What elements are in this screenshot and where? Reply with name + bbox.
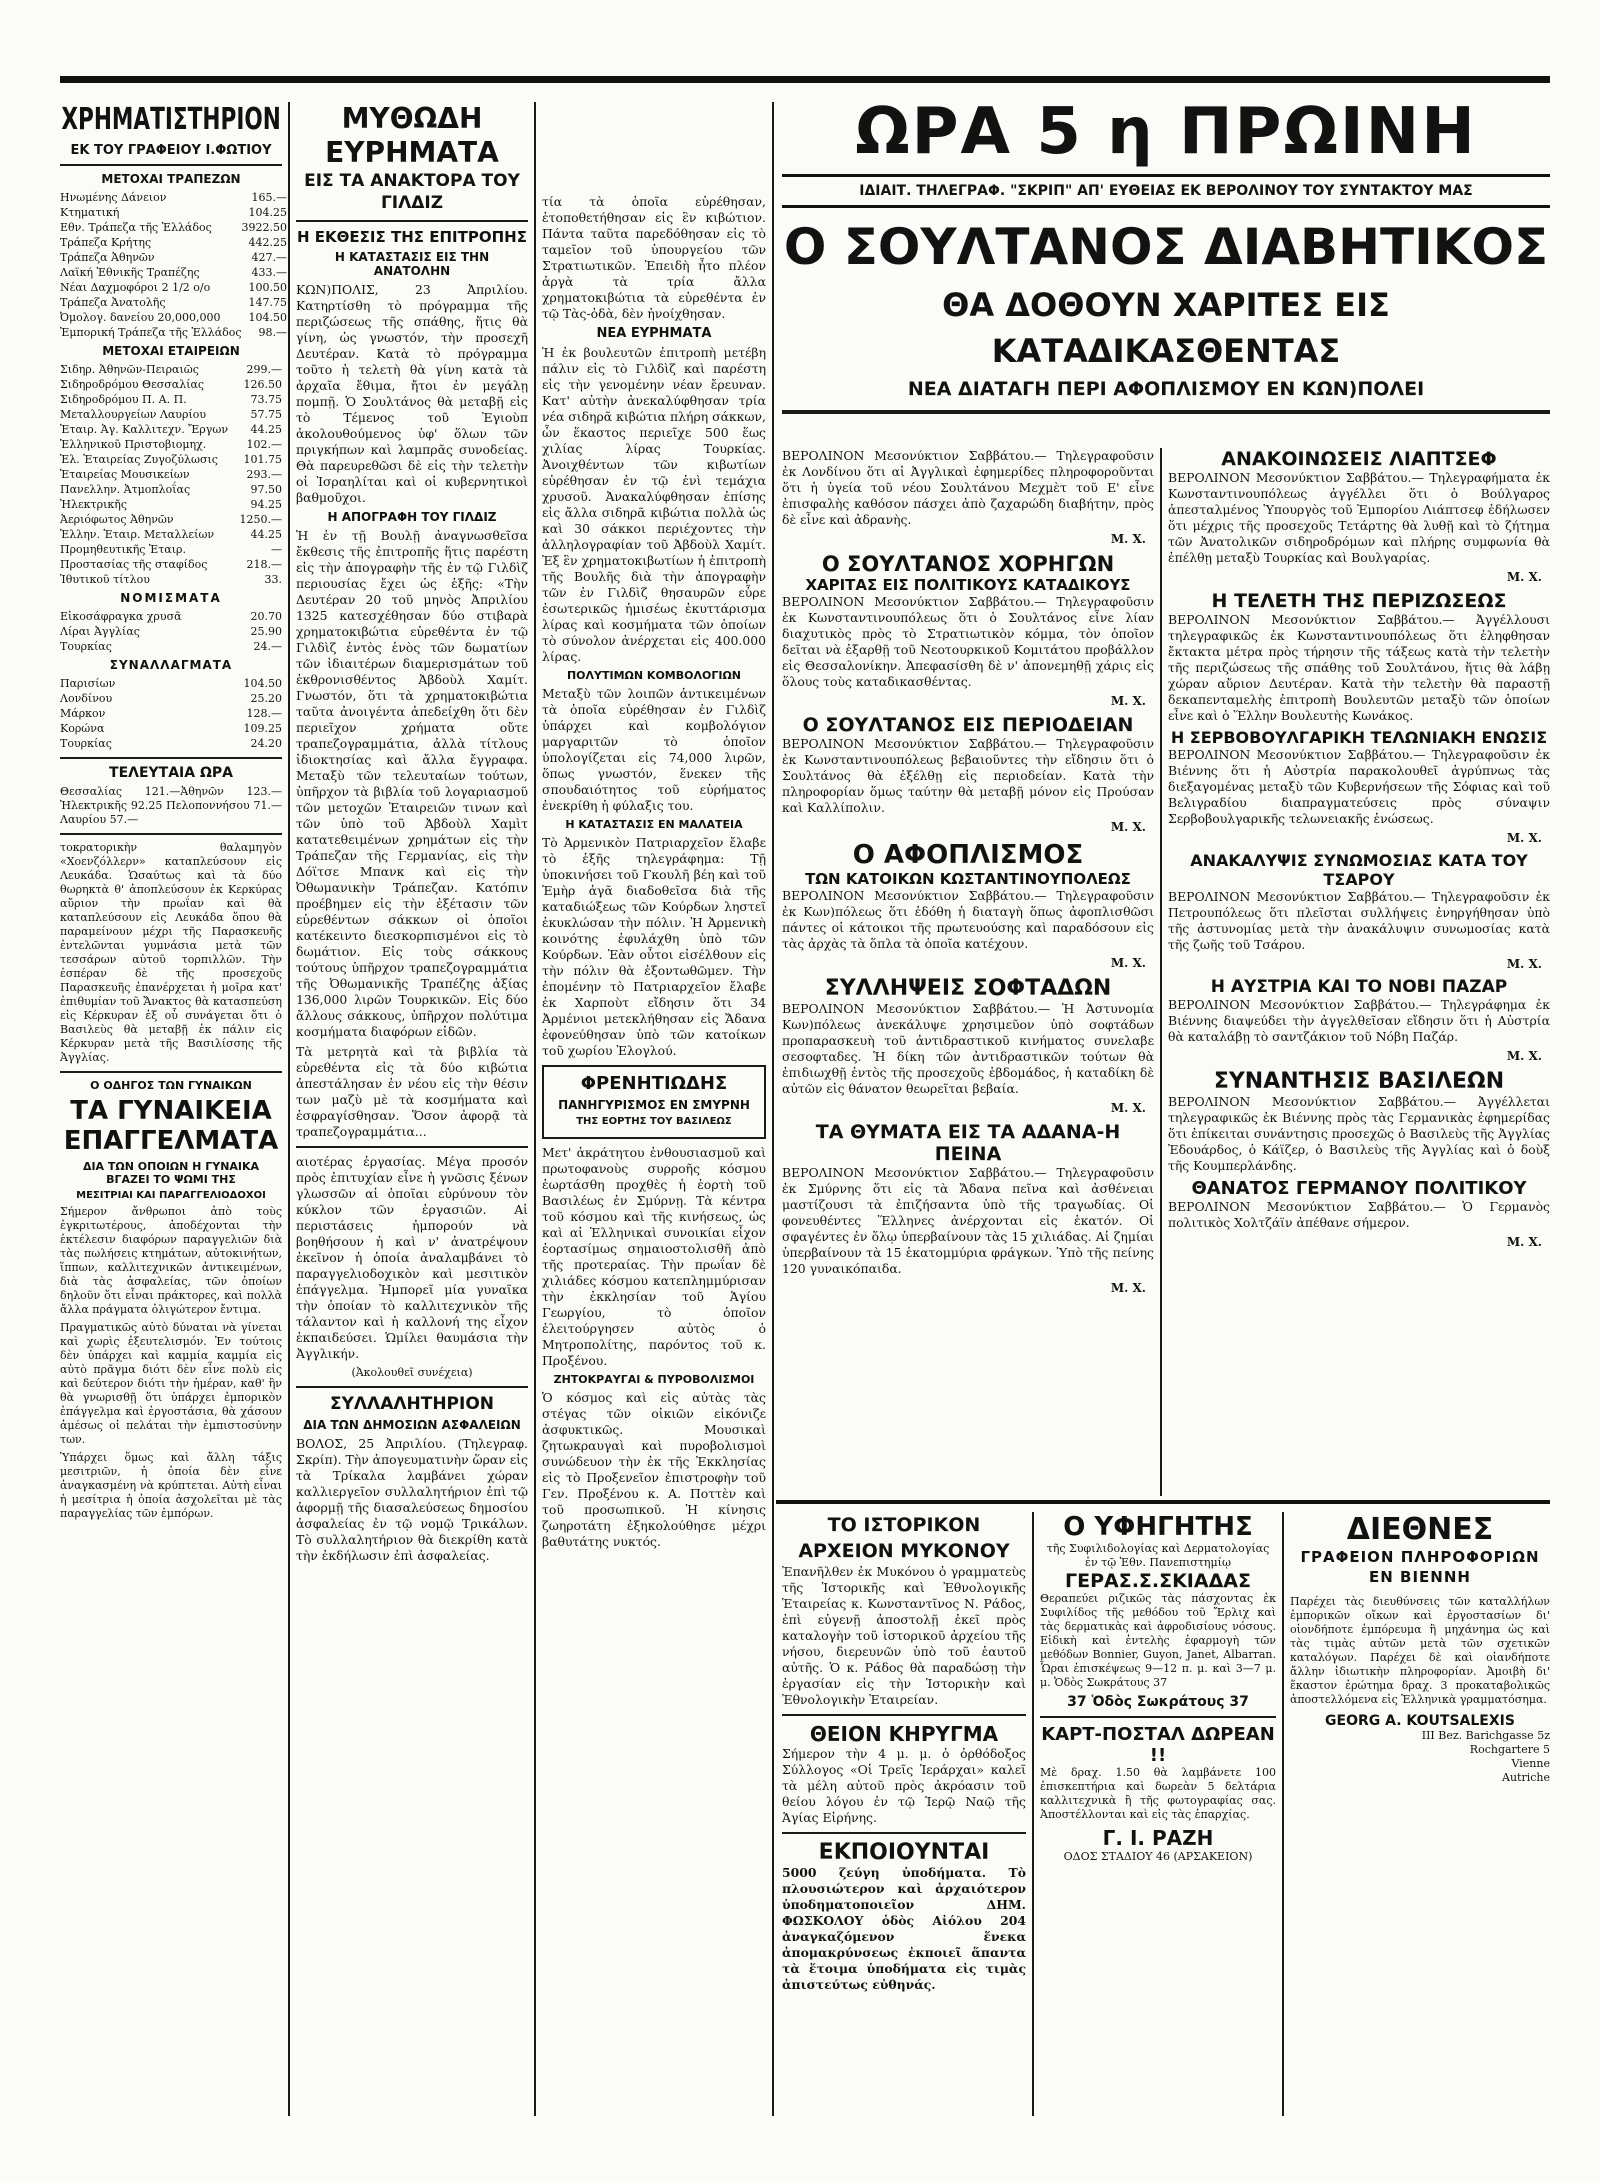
conspiracy-text: ΒΕΡΟΛΙΝΟΝ Μεσονύκτιον Σαββάτου.— Τηλεγραφοῦσιν ἐκ Πετρουπόλεως ὅτι πλεῖσται συλλήψεις ἐνηργήθησαν ὑπὸ τῆς ἀστυνομίας μετὰ τὴν ἀνακάλυψιν συνωμοσίας κατὰ τῆς ζωῆς τοῦ Τσάρου. [1168,889,1550,952]
bank-row-value: 3922.50 [241,221,288,234]
company-row [60,437,282,452]
bank-row [60,190,287,205]
bank-row-value: 100.50 [248,281,288,294]
column-yildiz [296,102,528,2116]
company-row-value: 299.— [246,363,282,376]
latest-news-header [782,94,1550,420]
postcard-text: Μὲ δραχ. 1.50 θὰ λαμβάνετε 100 ἐπισκεπτήρια καὶ δωρεὰν 5 δελτάρια καλλιτεχνικὰ ἢ τῆς φωτογραφίας σας. Ἀποστέλλονται καὶ εἰς τὰς ἐπαρχίας. [1040,1766,1276,1821]
findings-text-3: Μεταξὺ τῶν λοιπῶν ἀντικειμένων τὰ ὁποῖα εὑρέθησαν ἐν Γιλδὶζ ὑπάρχει καὶ κομβολόγιον μαργαριτῶν τὸ ὁποῖον ὑπολογίζεται εἰς 74,000 λιρῶν, ὅπως γνωστόν, ἕνεκεν τῆς σπουδαιότητος τοῦ εὑρήματος ἐνεκρίθη ἡ φύλαξις του. [542,686,766,813]
masthead-exchange: ΧΡΗΜΑΤΙΣΤΗΡΙΟΝ [61,102,281,137]
postcard-title: ΚΑΡΤ-ΠΟΣΤΑΛ ΔΩΡΕΑΝ !! [1041,1724,1275,1766]
smyrna-title: ΦΡΕΝΗΤΙΩΔΗΣ [580,1073,728,1094]
exchange-row-label: Μάρκον [60,707,106,720]
ceremony-text: ΒΕΡΟΛΙΝΟΝ Μεσονύκτιον Σαββάτου.— Ἀγγέλλουσι τηλεγραφικῶς ἐκ Κωνσταντινουπόλεως ὅτι ἐληφθησαν ἔκτακτα μέτρα πρὸς τήρησιν τῆς τάξεως κατὰ τὴν τελετὴν τῆς περιζώσεως τῆς σπάθης τοῦ Σουλτάνου, ἥτις θὰ λάβῃ χώραν αὔριον Δευτέραν. Κατὰ τὴν τελετὴν θὰ παραστῇ δεκαπενταμελὴς ἐπιτροπὴ Βουλευτῶν μεταξὺ τῶν ὁποίων εἶνε καὶ ὁ Ἕλλην Βουλευτὴς Κωνάκος. [1168,612,1550,723]
column-berlin-2 [1168,448,1550,1496]
company-row [60,542,282,557]
coin-row-value: 25.90 [250,625,282,638]
sermon-text: Σήμερον τὴν 4 μ. μ. ὁ ὀρθόδοξος Σύλλογος «Οἱ Τρεῖς Ἱεράρχαι» καλεῖ τὰ μέλη αὐτοῦ πρὸς ἀκρόασιν τοῦ θείου λόγου ἐν τῷ Ἱερῷ Ναῷ τῆς Ἁγίας Εἰρήνης. [782,1746,1026,1825]
rally-text: ΒΟΛΟΣ, 25 Ἀπριλίου. (Τηλεγραφ. Σκρίπ). Τὴν ἀπογευματινὴν ὥραν εἰς τὰ Τρίκαλα λαμβάνει χώραν καλλιεργεῖον συλλαλητήριον ἐπὶ τῷ ἀφορμῇ τῆς διασαλεύσεως δημοσίου ἀσφαλείας ἐν τῷ νομῷ Τρικάλων. Τὸ συλλαλητήριον θὰ διεκρίθη κατὰ τὴν ἐκδήλωσιν ἐπὶ ἀσφαλείας. [296,1436,528,1563]
bank-row-label: Τράπεζα Κρήτης [60,236,152,249]
company-row-value: 33. [264,573,282,586]
bank-row-label: Νέαι Δαχμοφόροι 2 1/2 ο/ο [60,281,211,294]
smyrna-box [542,1065,766,1139]
sale-title: ΕΚΠΟΙΟΥΝΤΑΙ [818,1840,990,1865]
coin-row [60,624,282,639]
lecturer-text: Θεραπεύει ριζικῶς τὰς πάσχοντας ἐκ Συφιλίδος τῆς μεθόδου τοῦ Ἔρλιχ καὶ τὰς δερματικὰς καὶ ἀφροδισίους νόσους. Εἰδικὴ καὶ ἐντελὴς ἐφαρμογὴ τῶν μεθόδων Bonnier, Guyon, Janet, Albarran. Ὧραι ἐπισκέψεως 9—12 π. μ. καὶ 3—7 μ. μ. Ὁδὸς Σωκράτους 37 [1040,1592,1276,1689]
newspaper-page [60,76,1550,2116]
exchange-row-value: 128.— [246,707,282,720]
inventory-title: Η ΑΠΟΓΡΑΦΗ ΤΟΥ ΓΙΛΔΙΖ [327,510,497,524]
malatya-title: Η ΚΑΤΑΣΤΑΣΙΣ ΕΝ ΜΑΛΑΤΕΙΑ [565,818,743,831]
company-row-value: 101.75 [243,453,282,466]
company-row [60,482,282,497]
guide-title: ΤΑ ΓΥΝΑΙΚΕΙΑ ΕΠΑΓΓΕΛΜΑΤΑ [63,1096,279,1156]
company-row-label: Σιδηρ. Ἀθηνῶν-Πειραιῶς [60,363,199,376]
company-row-value: 97.50 [250,483,282,496]
column-exchange [60,102,288,2116]
mykonos-text: Ἐπανῆλθεν ἐκ Μυκόνου ὁ γραμματεὺς τῆς Ἱστορικῆς καὶ Ἐθνολογικῆς Ἑταιρείας κ. Κωνσταντῖνος Ν. Ράδος, ἐπὶ εὐγενῇ ἀποστολῇ ἐκεῖ πρὸς καταλογὴν τοῦ ἱστορικοῦ ἀρχείου τῆς νήσου, διερευνῶν ὑπὸ τοῦ ἑαυτοῦ αὐτῆς. Ὁ κ. Ράδος θὰ παραδώσῃ τὴν ἐργασίαν εἰς τὴν Ἱστορικὴν καὶ Ἐθνολογικὴν Ἑταιρείαν. [782,1564,1026,1707]
exchange-row-label: Λονδίνου [60,692,113,705]
company-row-label: Ἑλ. Ἑταιρείας Ζυγοζύλωσις [60,453,218,466]
findings-text-2: Ἡ ἐκ βουλευτῶν ἐπιτροπὴ μετέβη πάλιν εἰς τὸ Γιλδὶζ καὶ παρέστη εἰς τὴν γενομένην νέαν ἔρευναν. Κατ' αὐτὴν ἀνεκαλύφθησαν τρία νέα σιδηρᾶ κιβώτια πλήρη σάκκων, ὧν ἕκαστος περιεῖχε 500 ἕως χιλίας λίρας Τουρκίας. Ἀνοιχθέντων τῶν κιβωτίων εὑρέθησαν ἐν τῷ ἑνὶ τεμάχια χρυσοῦ. Ἀνακαλύφθησαν ἐπίσης εἰς ἄλλα σιδηρᾶ κιβώτια πολλὰ ὡς καὶ 30 σάκκοι περιέχοντες τὴν ἀλληλογραφίαν τοῦ Ἀβδοὺλ Χαμίτ. Ἐξ ἓν χρηματοκιβωτίων ἡ ἐπιτροπὴ τῆς Βουλῆς διὰ τὴν ἀπογραφὴν τῶν ἐν Γιλδὶζ θησαυρῶν εὗρε ἐσωτερικῶς ἡμισέως ἐκυττάρισμα λίρας καὶ κοσμήματα τῶν ὁποίων τὸ σύνολον ἀνέρχεται εἰς 400.000 λίρας. [542,345,766,664]
coins-title: ΝΟΜΙΣΜΑΤΑ [120,591,222,605]
office-line: ΕΚ ΤΟΥ ΓΡΑΦΕΙΟΥ Ι.ΦΩΤΙΟΥ [70,143,272,158]
bank-row-value: 98.— [258,326,288,339]
intl-signature: GEORG A. KOUTSALEXIS [1325,1713,1515,1729]
findings-text-1: τία τὰ ὁποῖα εὑρέθησαν, ἐτοποθετήθησαν εἰς ἓν κιβώτιον. Πάντα ταῦτα παρεδόθησαν εἰς τὸ ταμεῖον τοῦ ὑπουργείου τῶν Στρατιωτικῶν. Ἐπειδὴ ἦτο πλέον ἀργὰ τὰ τρία ἄλλα χρηματοκιβώτια τὰ εὑρεθέντα ἐν τῷ Τὰς-ὀδὰ, δὲν ἠνοίχθησαν. [542,194,766,321]
bank-row [60,265,287,280]
company-row-value: 1250.— [239,513,282,526]
tour-text: ΒΕΡΟΛΙΝΟΝ Μεσονύκτιον Σαββάτου.— Τηλεγραφοῦσιν ἐκ Κωνσταντινουπόλεως βεβαιοῦντες τὴν εἴδησιν ὅτι ὁ Σουλτάνος θὰ ἐξέλθῃ εἰς περιοδείαν. Κατὰ τὴν πληροφορίαν ὅμως ταύτην θὰ μεταβῇ μόνον εἰς Προύσαν καὶ Καλλίπολιν. [782,736,1154,815]
headline-sultan: Ο ΣΟΥΛΤΑΝΟΣ ΔΙΑΒΗΤΙΚΟΣ [783,218,1549,276]
banks-table [60,190,287,340]
bank-row [60,295,287,310]
signature: Μ. Χ. [1110,820,1146,834]
headline-east: Η ΚΑΤΑΣΤΑΣΙΣ ΕΙΣ ΤΗΝ ΑΝΑΤΟΛΗΝ [334,250,490,278]
liaptsef-text: ΒΕΡΟΛΙΝΟΝ Μεσονύκτιον Σαββάτου.— Τηλεγραφήματα ἐκ Κωνσταντινουπόλεως ἀγγέλλει ὅτι ὁ Βούλγαρος ἀπεσταλμένος Ὑπουργὸς τοῦ Ἐμπορίου Λιάπτσεφ ἐδήλωσεν ὅτι μέχρις τῆς προσεχοῦς Τετάρτης θὰ λυθῇ καὶ τὸ ζήτημα τῶν Ἀνατολικῶν σιδηροδρόμων καὶ πλήρης συμφωνία θὰ ἐπέλθῃ μεταξὺ Τουρκίας καὶ Βουλγαρίας. [1168,470,1550,565]
bank-row [60,205,287,220]
exchange-row [60,736,282,751]
column-findings-cont [542,102,766,2116]
intl-text: Παρέχει τὰς διευθύνσεις τῶν καταλλήλων ἐμπορικῶν οἴκων καὶ ἐργοστασίων δι' οἱονδήποτε ἐμπόρευμα ἢ μηχάνημα ὡς καὶ τὰς τιμὰς αὐτῶν μετὰ τῶν σχετικῶν καταλόγων. Παρέχει δὲ καὶ οἱανδήποτε ἄλλην ἰδιωτικὴν πληροφορίαν. Ἀμοιβὴ δι' ἕκαστον ἐρώτημα δραχ. 3 προκαταβολικῶς ἀποστελλόμενα εἰς Ἑλληνικὰ γραμματόσημα. [1290,1595,1550,1706]
exchange-row-label: Τουρκίας [60,737,112,750]
company-row-label: Ἑλληνικοῦ Πριστοβιομηχ. [60,438,207,451]
signature: Μ. Χ. [1110,532,1146,546]
signature: Μ. Χ. [1506,831,1542,845]
lecturer-address: 37 Ὁδὸς Σωκράτους 37 [1067,1694,1249,1710]
exchange-row-label: Παρισίων [60,677,116,690]
company-row [60,392,282,407]
companies-title: ΜΕΤΟΧΑΙ ΕΤΑΙΡΕΙΩΝ [102,344,240,358]
liaptsef-title: ΑΝΑΚΟΙΝΩΣΕΙΣ ΛΙΑΠΤΣΕΦ [1221,448,1497,470]
bank-row [60,250,287,265]
bank-row-label: Λαϊκή Ἐθνικῆς Τραπέζης [60,266,200,279]
signature: Μ. Χ. [1506,1049,1542,1063]
bank-row-label: Ὀμολογ. δανείου 20,000,000 [60,311,221,324]
coin-row [60,639,282,654]
headline-disarm: ΝΕΑ ΔΙΑΤΑΓΗ ΠΕΡΙ ΑΦΟΠΛΙΣΜΟΥ ΕΝ ΚΩΝ)ΠΟΛΕΙ [907,378,1425,400]
coin-row-label: Τουρκίας [60,640,112,653]
signature: Μ. Χ. [1110,956,1146,970]
intl-title: ΔΙΕΘΝΕΣ [1346,1512,1494,1547]
postcard-shop: Γ. Ι. ΡΑΖΗ [1102,1826,1214,1850]
guide-subtitle-2: ΜΕΣΙΤΡΙΑΙ ΚΑΙ ΠΑΡΑΓΓΕΛΙΟΔΟΧΟΙ [76,1190,266,1201]
guide-paragraph-2: Πραγματικῶς αὐτὸ δύναται νὰ γίνεται καὶ χωρὶς ἐξευτελισμόν. Ἐν τούτοις δὲν ὑπάρχει καὶ καμμία καμμία εἰς αὐτὸ πρᾶγμα διότι δὲν εἶνε πολὺ εἰς καὶ δεύτερον διότι τὴν ἡμέραν, καθ' ἣν θὰ γνωρισθῇ ὅτι ὑπάρχει ἐμπορικὸν ἐπάγγελμα καὶ ἐργοστάσια, θὰ χάσουν ἀμέσως οἱ πελάται τὴν ἐμπιστοσύνην των. [60,1321,282,1446]
bank-row-value: 427.— [251,251,288,264]
bank-row-label: Ἐμπορική Τράπεζα τῆς Ἑλλάδος [60,326,242,339]
yildiz-text-2: Ἡ ἐν τῇ Βουλῇ ἀναγνωσθεῖσα ἔκθεσις τῆς ἐπιτροπῆς ἥτις παρέστη εἰς τὴν ἀπογραφὴν τῆς ἐν τῷ Γιλδὶζ περιουσίας ἔχει ὡς ἑξῆς: «Τὴν Δευτέραν 20 τοῦ μηνὸς Ἀπριλίου 1325 κατεσχέθησαν δύο στιβαρὰ χρηματοκιβώτια εὑρεθέντα ἐν τῷ Γιλδὶζ ἐντὸς ἑνὸς τῶν δωματίων τῶν ἰδιαιτέρων διαμερισμάτων τοῦ ἐκθρονισθέντος Ἀβδοὺλ Χαμίτ. Γνωστόν, ὅτι τὰ χρηματοκιβώτια ταῦτα ἀνοιγέντα ἀπεδείχθη ὅτι δὲν περιεῖχον χρήματα οὔτε τραπεζογραμμάτια, ἀλλὰ τίτλους ἰδιοκτησίας καὶ ἄλλα ἔγγραφα. Μεταξὺ τῶν τελευταίων τούτων, ὑπῆρχον τὰ βιβλία τοῦ λογαριασμοῦ τῶν μετοχῶν Ἑταιρειῶν τινων καὶ τῶν ὑπὸ τοῦ Ἀβδοὺλ Χαμὶτ κατατεθειμένων χρημάτων εἰς τὴν Τράπεζαν τῆς Γερμανίας, εἰς τὴν Δόϊτσε Μπανκ καὶ εἰς τὴν Ὀθωμανικὴν Τράπεζαν. Κατόπιν προέβημεν εἰς τὴν ἐξέτασιν τῶν εὑρεθέντων σάκκων οἱ ὁποῖοι κατέκειντο διεσκορπισμένοι εἰς τὸ δωμάτιον. Εἰς τοὺς σάκκους τούτους ὑπῆρχον τραπεζογραμμάτια τῆς Ὀθωμανικῆς Τραπέζης ἀξίας 136,000 λιρῶν Τουρκικῶν. Εἰς δύο ἄλλους σάκκους, ὑπῆρχον πολύτιμα κοσμήματα διαφόρων εἰδῶν. [296,528,528,1039]
exchange-title: ΣΥΝΑΛΛΑΓΜΑΤΑ [109,658,233,672]
kings-meeting-text: ΒΕΡΟΛΙΝΟΝ Μεσονύκτιον Σαββάτου.— Ἀγγέλλεται τηλεγραφικῶς ἐκ Βιέννης πρὸς τὰς Γερμανικὰς ἐφημερίδας ὅτι ἐπίκειται συνάντησις προσεχῶς ὁ Βασιλεὺς τῆς Ἀγγλίας Ἐδουάρδος, ὁ Κάϊζερ, ὁ Βασιλεὺς τῆς Ἀγγλίας καὶ ὁ δοὺξ τῆς Κουμπερλάνδης. [1168,1094,1550,1173]
ads-top-rule [776,1500,1550,1504]
company-row-label: Σιδηροδρόμου Π. Α. Π. [60,393,187,406]
company-row-label: Πανελλην. Ἀτμοπλοΐας [60,483,191,496]
exchange-table [60,676,282,751]
bank-row-value: 104.50 [248,311,288,324]
exchange-row-value: 25.20 [250,692,282,705]
sale-text: 5000 ζεύγη ὑποδήματα. Τὸ πλουσιώτερον καὶ ἀρχαιότερον ὑποδηματοποιεῖον ΔΗΜ. ΦΩΣΚΟΛΟΥ ὁδὸς Αἰόλου 204 ἀναγκαζόμενον ἕνεκα ἀπομακρύνσεως ἐκποιεῖ ἅπαντα τὰ ἕτοιμα ὑποδήματα εἰς τιμὰς ἀπιστεύτως εὐθηνάς. [782,1865,1026,1992]
adana-text: ΒΕΡΟΛΙΝΟΝ Μεσονύκτιον Σαββάτου.— Τηλεγραφοῦσιν ἐκ Σμύρνης ὅτι εἰς τὰ Ἄδανα πεῖνα καὶ ἀσθένειαι μαστίζουσι τὰ ἐπιζήσαντα ὑπὸ τῆς τραγωδίας. Οἱ φονευθέντες Ἕλληνες ἀνέρχονται εἰς ἑκατόν. Οἱ σφαγέντες ἐν ὅλῳ ὑπερβαίνουν τὰς 15 χιλιάδας. Αἱ ζημίαι ὑπερβαίνουν τὰ 15 ἑκατομμύρια φράγκων. Ὑπὸ τῆς πείνης 120 γυναικόπαιδα. [782,1165,1154,1276]
yildiz-text-3: Τὰ μετρητὰ καὶ τὰ βιβλία τὰ εὑρεθέντα εἰς τὰ δύο κιβώτια ἀπεστάλησαν ἐν νέου εἰς τὴν θέσιν των μαζὺ μὲ τὰ κοσμήματα καὶ ἐσφραγίσθησαν. Ὅσον ἀφορᾷ τὰ τραπεζογραμμάτια... [296,1044,528,1139]
intl-subtitle: ΓΡΑΦΕΙΟΝ ΠΛΗΡΟΦΟΡΙΩΝ ΕΝ ΒΙΕΝΝΗ [1300,1548,1540,1586]
lecturer-subtitle: τῆς Συφιλιδολογίας καὶ Δερματολογίας ἐν τῷ Ἐθν. Πανεπιστημίῳ [1046,1542,1270,1569]
guide-paragraph-3: Ὑπάρχει ὅμως καὶ ἄλλη τάξις μεσιτριῶν, ἡ ὁποία δὲν εἶνε ἀναγκασμένη νὰ κρύπτεται. Αὐτὴ εἶναι ἡ μεσίτρια ἡ ὁποία ἀσχολεῖται μὲ τὰς παραγγελίας τῶν ἐμπόρων. [60,1451,282,1520]
mykonos-title: ΤΟ ΙΣΤΟΡΙΚΟΝ ΑΡΧΕΙΟΝ ΜΥΚΟΝΟΥ [798,1514,1010,1562]
death-text: ΒΕΡΟΛΙΝΟΝ Μεσονύκτιον Σαββάτου.— Ὁ Γερμανὸς πολιτικὸς Χολτζάϊν ἀπέθανε σήμερον. [1168,1199,1550,1230]
top-rule [60,76,1550,83]
guide-continued-text: αιοτέρας ἐργασίας. Μέγα προσόν πρὸς ἐπιτυχίαν εἶνε ἡ γνῶσις ξένων γλωσσῶν αἱ ὁποῖαι εὐρύνουν τὸν κύκλον τῶν ἐργασιῶν. Αἱ περιστάσεις ἠμπορούν νὰ βοηθήσουν ἡ καὶ ν' ἀνατρέψουν ἐκεῖνον ἡ ὁποία ἀναλαμβάνει τὸ παραγγελιοδοχικὸν καὶ μεσιτικὸν ἐπάγγελμα. Ἠμπορεῖ μία γυναῖκα τὴν ὁποίαν τὸ καλλιτεχνικὸν τῆς τάλαντον καὶ ἡ καλλονή της εἶχον ἐκπαιδεύσει. Ὡμίλει θαυμάσια τὴν Ἀγγλικήν. [296,1154,528,1361]
sermon-title: ΘΕΙΟΝ ΚΗΡΥΓΜΑ [809,1722,999,1746]
malatya-text: Τὸ Ἀρμενικὸν Πατριαρχεῖον ἔλαβε τὸ ἑξῆς τηλεγράφημα: Τῇ ὑποκινήσει τοῦ Γκουλῆ βέη καὶ τοῦ Ἐμὴρ ἀγᾶ διαδοθεῖσα διὰ τῆς καταδιώξεως τῶν Κούρδων ληστεῖ ἐκυκλώσαν τὴν πόλιν. Ἡ Ἀρμενικὴ κοινότης ἐφυλάχθη ὑπὸ τῶν Κούρδων. Ἐὰν οὗτοι εἰσέλθουν εἰς τὴν πόλιν θὰ ἐξοντωθῶμεν. Τὴν ἐπομένην τὸ Πατριαρχεῖον ἔλαβε ἐκ Χαρποὺτ εἴδησιν ὅτι 34 Ἀρμένιοι μετεκλήθησαν εἰς Ἄδανα ἐφονεύθησαν ὑπὸ τῶν κατοίκων τοῦ χωρίου Ἐλογλού. [542,835,766,1058]
bank-row-value: 165.— [251,191,288,204]
smyrna-text: Μετ' ἀκράτητου ἐνθουσιασμοῦ καὶ πρωτοφανοὺς συρροῆς κόσμου ἑωρτάσθη προχθὲς ἡ ἑορτὴ τοῦ Βασιλέως ἐν Σμύρνῃ. Τὰ κέντρα τοῦ κόσμου καὶ τῆς κινήσεως, ὡς καὶ αἱ Ἑλληνικαὶ συνοικίαι εἶχον ἐορτασίμως σημαιοστολισθῆ ἀπὸ τῆς προτεραίας. Τὴν πρωΐαν δὲ χιλιάδες κόσμου κατεπλημμύρισαν τὴν ἐκκλησίαν τοῦ Ἁγίου Γεωργίου, τὸ ὁποῖον ἐλειτούργησεν αὐτὸς ὁ Μητροπολίτης, παρόντος τοῦ κ. Προξένου. [542,1145,766,1368]
adana-title: ΤΑ ΘΥΜΑΤΑ ΕΙΣ ΤΑ ΑΔΑΝΑ-Η ΠΕΙΝΑ [815,1121,1121,1165]
lasthour-title: ΤΕΛΕΥΤΑΙΑ ΩΡΑ [109,765,233,781]
column-berlin-1 [782,448,1154,1496]
bank-row-value: 147.75 [248,296,288,309]
signature: Μ. Χ. [1506,957,1542,971]
death-title: ΘΑΝΑΤΟΣ ΓΕΡΜΑΝΟΥ ΠΟΛΙΤΙΚΟΥ [1191,1178,1527,1199]
tour-title: Ο ΣΟΥΛΤΑΝΟΣ ΕΙΣ ΠΕΡΙΟΔΕΙΑΝ [802,714,1134,736]
company-row-value: 57.75 [250,408,282,421]
coin-row-value: 20.70 [250,610,282,623]
company-row-value: 102.— [246,438,282,451]
company-row-label: Σιδηροδρόμου Θεσσαλίας [60,378,205,391]
bank-row-label: Τράπεζα Ἀνατολῆς [60,296,166,309]
ad-column-2 [1040,1512,1276,2116]
intl-address-1: III Bez. Barichgasse 5z [1421,1729,1550,1742]
guide-subtitle: ΔΙΑ ΤΩΝ ΟΠΟΙΩΝ Η ΓΥΝΑΙΚΑ ΒΓΑΖΕΙ ΤΟ ΨΩΜΙ ΤΗΣ [82,1160,260,1186]
company-row-label: Ἐταιρ. Ἀγ. Καλλιτεχν. Ἔργων [60,423,229,436]
disarm-text: ΒΕΡΟΛΙΝΟΝ Μεσονύκτιον Σαββάτου.— Τηλεγραφοῦσιν ἐκ Κων)πόλεως ὅτι ἐδόθη ἡ διαταγὴ ὅπως ἀφοπλισθῶσι πάντες οἱ κάτοικοι τῆς πρωτευούσης καὶ παραδόσουν εἰς τὰς ἀρχὰς τὰ ὅπλα τὰ ὁποῖα κατέχουν. [782,888,1154,951]
guide-small-title: Ο ΟΔΗΓΟΣ ΤΩΝ ΓΥΝΑΙΚΩΝ [90,1079,252,1092]
company-row-value: 73.75 [250,393,282,406]
company-row [60,407,282,422]
novi-pazar-title: Η ΑΥΣΤΡΙΑ ΚΑΙ ΤΟ ΝΟΒΙ ΠΑΖΑΡ [1210,977,1508,997]
disarm-subtitle: ΤΩΝ ΚΑΤΟΙΚΩΝ ΚΩΣΤΑΝΤΙΝΟΥΠΟΛΕΩΣ [805,870,1131,888]
coin-row-label: Λίραι Ἀγγλίας [60,625,140,638]
company-row [60,497,282,512]
signature: Μ. Χ. [1110,694,1146,708]
exchange-row-value: 109.25 [243,722,282,735]
signature: Μ. Χ. [1110,1281,1146,1295]
company-row [60,527,282,542]
headline-report: Η ΕΚΘΕΣΙΣ ΤΗΣ ΕΠΙΤΡΟΠΗΣ [297,228,527,246]
kings-meeting-title: ΣΥΝΑΝΤΗΣΙΣ ΒΑΣΙΛΕΩΝ [1213,1069,1505,1094]
company-row [60,452,282,467]
company-row [60,557,282,572]
exchange-row-label: Κορώνα [60,722,105,735]
company-row [60,362,282,377]
company-row [60,572,282,587]
company-row-label: Προστασίας τῆς σταφίδος [60,558,208,571]
company-row-value: 44.25 [250,528,282,541]
coin-row-label: Εἰκοσάφραγκα χρυσᾶ [60,610,182,623]
conspiracy-title: ΑΝΑΚΑΛΥΨΙΣ ΣΥΝΩΜΟΣΙΑΣ ΚΑΤΑ ΤΟΥ ΤΣΑΡΟΥ [1190,851,1528,889]
exchange-row-value: 104.50 [243,677,282,690]
company-row-label: Ἀεριόφωτος Ἀθηνῶν [60,513,174,526]
pardons-text: ΒΕΡΟΛΙΝΟΝ Μεσονύκτιον Σαββάτου.— Τηλεγραφοῦσιν ἐκ Κωνσταντινουπόλεως ὅτι ὁ Σουλτάνος εἶνε λίαν διαχυτικὸς πρὸς τὸ Στρατιωτικὸν κόμμα, τὸν ὁποῖον δεῖται νὰ ἐξαρθῇ τοῦ Νεοτουρκικοῦ Κομιτάτου προβάλλον εἰς Θεσσαλονίκην. Ἀπεφασίσθη δὲ ν' ἀπονεμηθῇ χάρις εἰς ὅλους τοὺς καταδικασθέντας. [782,594,1154,689]
customs-title: Η ΣΕΡΒΟΒΟΥΛΓΑΡΙΚΗ ΤΕΛΩΝΙΑΚΗ ΕΝΩΣΙΣ [1170,728,1548,747]
rally-title: ΣΥΛΛΑΛΗΤΗΡΙΟΝ [329,1394,495,1414]
company-row-value: 293.— [246,468,282,481]
headline-pardons: ΘΑ ΔΟΘΟΥΝ ΧΑΡΙΤΕΣ ΕΙΣ ΚΑΤΑΔΙΚΑΣΘΕΝΤΑΣ [942,286,1390,370]
company-row-value: 44.25 [250,423,282,436]
lasthour-text: Θεσσαλίας 121.—Ἀθηνῶν 123.—Ἠλεκτρικῆς 92.25 Πελοποννήσου 71.—Λαυρίου 57.— [60,785,282,826]
company-row-label: Μεταλλουργείων Λαυρίου [60,408,207,421]
cheers-title: ΖΗΤΟΚΡΑΥΓΑΙ & ΠΥΡΟΒΟΛΙΣΜΟΙ [553,1373,755,1386]
coin-row-value: 24.— [253,640,282,653]
ad-column-3 [1290,1512,1550,2116]
bank-row [60,220,287,235]
companies-table [60,362,282,587]
bank-row-label: Κτηματική [60,206,120,219]
exchange-row-value: 24.20 [250,737,282,750]
bank-row [60,325,287,340]
company-row [60,467,282,482]
headline-time: ΩΡΑ 5 η ΠΡΩΙΝΗ [855,95,1477,169]
company-row-value: 218.— [246,558,282,571]
exchange-row [60,676,282,691]
guide-paragraph-1: Σήμερον ἄνθρωποι ἀπὸ τοὺς ἐγκριτωτέρους, ἀποδέχονται τὴν ἐκτέλεσιν διαφόρων παραγγελιῶν διὰ τὰς πωλήσεις κτημάτων, αὐτοκινήτων, ἵππων, καλλιτεχνικῶν ἀντικειμένων, διὰ τὰς ἀσφαλείας, τῶν ὁποίων δηλοῦν ὅτι εἶναι πράκτορες, καὶ πολλὰ ἄλλα πράγματα ὀλιγώτερον ἔντιμα. [60,1205,282,1316]
intl-address-4: Autriche [1502,1771,1550,1784]
cheers-text: Ὁ κόσμος καὶ εἰς αὐτὰς τὰς στέγας τῶν οἰκιῶν εἰκόνιζε ἀσφυκτικῶς. Μουσικαὶ ζητωκραυγαὶ καὶ πυροβολισμοὶ συνώδευον τὴν ἐκ τῆς Ἐκκλησίας εἰς τὸ Προξενεῖον ἐπιστροφὴν τοῦ Γεν. Προξένου κ. Α. Ποττὲν καὶ τοῦ προσωπικοῦ. Ἡ κίνησις ζωηροτάτη ἐξηκολούθησε μέχρι βαθυτάτης νυκτός. [542,1390,766,1549]
company-row-value: — [271,543,282,556]
coins-table [60,609,282,654]
pardons-subtitle: ΧΑΡΙΤΑΣ ΕΙΣ ΠΟΛΙΤΙΚΟΥΣ ΚΑΤΑΔΙΚΟΥΣ [805,576,1131,594]
smyrna-subtitle-2: ΤΗΣ ΕΟΡΤΗΣ ΤΟΥ ΒΑΣΙΛΕΩΣ [576,1116,732,1127]
postcard-address: ΟΔΟΣ ΣΤΑΔΙΟΥ 46 (ΑΡΣΑΚΕΙΟΝ) [1063,1850,1253,1863]
signature: Μ. Χ. [1506,1235,1542,1249]
signature: Μ. Χ. [1110,1101,1146,1115]
smyrna-subtitle: ΠΑΝΗΓΥΡΙΣΜΟΣ ΕΝ ΣΜΥΡΝΗ [558,1098,750,1112]
bank-row [60,280,287,295]
fleet-article: τοκρατορικὴν θαλαμηγὸν «Χοενζόλλερν» καταπλεύσουν εἰς Λευκάδα. Ὡσαύτως καὶ τὰ δύο θωρηκτὰ θ' ἀποπλεύσουν ἐκ Κερκύρας αὔριον τὴν πρωΐαν καὶ θὰ καταπλεύσουν εἰς Λευκάδα ὅπου θὰ παραμείνουν μέχρι τῆς Παρασκευῆς ἐντελῶνται γυμνάσια μετὰ τῶν τεσσάρων αὐτοῦ τορπιλλῶν. Τὴν ἐσπέραν δὲ τῆς προσεχοῦς Παρασκευῆς ἐπανέρχεται ἡ μοῖρα κατ' ἐπιθυμίαν τοῦ Ἄνακτος θὰ κατασπεύση εἰς Κέρκυραν ἐξ οὗ συνάγεται ὅτι ὁ Βασιλεὺς θὰ μεταβῇ ἐκ πάλιν εἰς Κέρκυραν μετὰ τῆς Βασιλίσσης τῆς Ἀγγλίας. [60,841,282,1064]
signature: Μ. Χ. [1506,570,1542,584]
intl-address-3: Vienne [1511,1757,1550,1770]
arrests-text: ΒΕΡΟΛΙΝΟΝ Μεσονύκτιον Σαββάτου.— Ἡ Ἀστυνομία Κων)πόλεως ἀνεκάλυψε χρησιμεῦον ὑπὸ σοφτάδων προπαρασκευὴ τοῦ ἀντιδραστικοῦ κινήματος συνελαβε σεσοφταδες. Ἡ δίκη τῶν ἀντιδραστικῶν τούτων θὰ ἐπιδιωχθῇ ἐντὸς τῆς προσεχοῦς ἑβδομάδος, ἡ καταδίκη δὲ αὐτῶν εἰς θάνατον θεωρεῖται βεβαία. [782,1001,1154,1096]
customs-text: ΒΕΡΟΛΙΝΟΝ Μεσονύκτιον Σαββάτου.— Τηλεγραφοῦσιν ἐκ Βιέννης ὅτι ἡ Αὐστρία παρακολουθεῖ ἀγρύπνως τὰς διεξαγομένας μεταξὺ τῶν Κυβερνήσεων τῆς Σόφιας καὶ τοῦ Βελιγραδίου διαπραγματεύσεις πρὸς σύναψιν Σερβοβουλγαρικῆς τελωνειακῆς ἑνώσεως. [1168,747,1550,826]
exchange-row [60,706,282,721]
company-row-label: Ἑταιρείας Μουσικείων [60,468,190,481]
company-row-label: Προμηθευτικῆς Ἑταιρ. [60,543,186,556]
lecturer-title: Ο ΥΦΗΓΗΤΗΣ [1063,1512,1253,1542]
banks-title: ΜΕΤΟΧΑΙ ΤΡΑΠΕΖΩΝ [101,172,241,186]
new-findings-title: ΝΕΑ ΕΥΡΗΜΑΤΑ [596,326,712,341]
headline-findings: ΜΥΘΩΔΗ ΕΥΡΗΜΑΤΑ [325,102,499,169]
bank-row-value: 104.25 [248,206,288,219]
bank-row-label: Τράπεζα Ἀθηνῶν [60,251,155,264]
company-row-label: Ἠλεκτρικῆς [60,498,128,511]
company-row [60,422,282,437]
bank-row [60,310,287,325]
headline-palace: ΕΙΣ ΤΑ ΑΝΑΚΤΟΡΑ ΤΟΥ ΓΙΛΔΙΖ [304,171,520,213]
intl-address-2: Rochgartere 5 [1469,1743,1550,1756]
coin-row [60,609,282,624]
exchange-row [60,721,282,736]
bank-row [60,235,287,250]
disarm-title: Ο ΑΦΟΠΛΙΣΜΟΣ [852,840,1084,870]
company-row-label: Ἰθυτικοῦ τίτλου [60,573,150,586]
exchange-row [60,691,282,706]
telegraph-line: ΙΔΙΑΙΤ. ΤΗΛΕΓΡΑΦ. "ΣΚΡΙΠ" ΑΠ' ΕΥΘΕΙΑΣ ΕΚ ΒΕΡΟΛΙΝΟΥ ΤΟΥ ΣΥΝΤΑΚΤΟΥ ΜΑΣ [782,174,1550,208]
bank-row-label: Εθν. Τράπεζα τῆς Ἑλλάδος [60,221,212,234]
arrests-title: ΣΥΛΛΗΨΕΙΣ ΣΟΦΤΑΔΩΝ [824,976,1112,1001]
company-row-label: Ἑλλην. Ἑταιρ. Μεταλλείων [60,528,215,541]
yildiz-text-1: ΚΩΝ)ΠΟΛΙΣ, 23 Ἀπριλίου. Κατηρτίσθη τὸ πρόγραμμα τῆς περιζώσεως τῆς σπάθης, ἥτις θὰ γίνη, ὡς γνωστόν, τὴν προσεχῆ Δευτέραν. Κατὰ τὸ πρόγραμμα τοῦτο ἡ τελετὴ θὰ γίνη κατὰ τὰ ἀρχαῖα ἔθιμα, ἤτοι ἐν μεγάλῃ πομπῇ. Ὁ Σουλτάνος θὰ μεταβῇ εἰς τὸ Τέμενος τοῦ Ἐγιοὺπ ἀκολουθούμενος ὑφ' ὅλων τῶν πριγκήπων καὶ λαμπρᾶς συνοδείας. Θὰ παρευρεθῶσι δὲ εἰς τὴν τελετὴν οἱ Ἰσραηλίται καὶ οἱ κυβερνητικοὶ βαθμοῦχοι. [296,282,528,505]
bank-row-value: 442.25 [248,236,288,249]
ceremony-title: Η ΤΕΛΕΤΗ ΤΗΣ ΠΕΡΙΖΩΣΕΩΣ [1211,590,1507,612]
company-row-value: 94.25 [250,498,282,511]
company-row-value: 126.50 [243,378,282,391]
bank-row-value: 433.— [251,266,288,279]
ad-column-1 [782,1512,1026,2116]
lecturer-name: ΓΕΡΑΣ.Σ.ΣΚΙΑΔΑΣ [1065,1570,1251,1592]
pardons-title: Ο ΣΟΥΛΤΑΝΟΣ ΧΟΡΗΓΩΝ [821,552,1115,576]
bank-row-label: Ηνωμένης Δάνειον [60,191,167,204]
rosary-title: ΠΟΛΥΤΙΜΩΝ ΚΟΜΒΟΛΟΓΙΩΝ [566,669,742,682]
company-row [60,512,282,527]
rally-subtitle: ΔΙΑ ΤΩΝ ΔΗΜΟΣΙΩΝ ΑΣΦΑΛΕΙΩΝ [303,1418,521,1432]
diabetes-text: ΒΕΡΟΛΙΝΟΝ Μεσονύκτιον Σαββάτου.— Τηλεγραφοῦσιν ἐκ Λονδίνου ὅτι αἱ Ἀγγλικαὶ ἐφημερίδες πληροφοροῦνται ὅτι ἡ ὑγεία τοῦ νέου Σουλτάνου Μεχμὲτ τοῦ Ε' εἶνε ἐπισφαλὴς καθόσον πάσχει ἀπὸ ζαχαρώδη διαβήτην, πρὸς δὲ εἶνε καὶ ἀδρανὴς. [782,448,1154,527]
company-row [60,377,282,392]
continued-note: (Ἀκολουθεῖ συνέχεια) [351,1366,473,1379]
novi-pazar-text: ΒΕΡΟΛΙΝΟΝ Μεσονύκτιον Σαββάτου.— Τηλεγράφημα ἐκ Βιέννης διαψεύδει τὴν ἀγγελθεῖσαν εἴδησιν ὅτι ἡ Αὐστρία θὰ καταλάβῃ τὸ σαντζάκιον τοῦ Νόβη Παζάρ. [1168,997,1550,1044]
